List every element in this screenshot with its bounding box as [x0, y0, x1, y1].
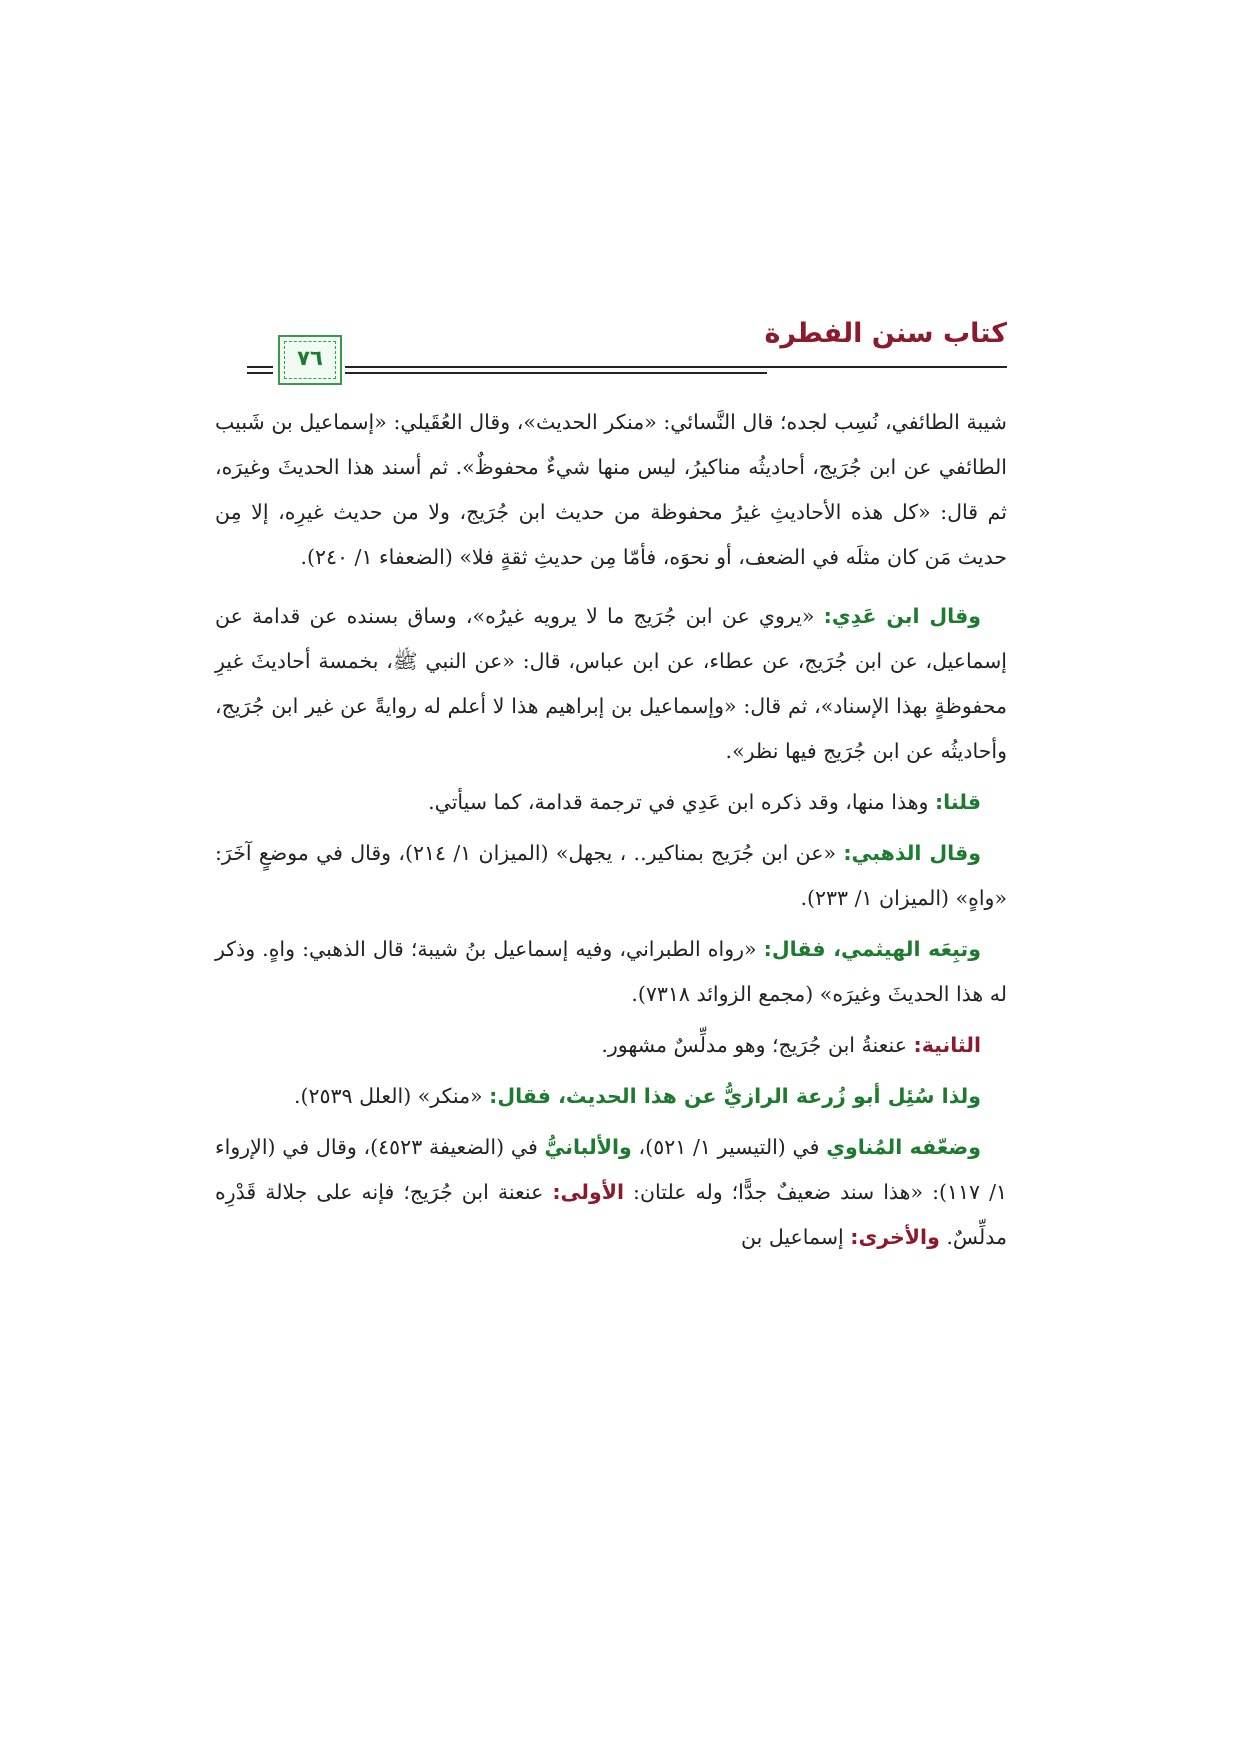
paragraph-text: وهذا منها، وقد ذكره ابن عَدِي في ترجمة قدامة، كما سيأتي.: [428, 790, 935, 814]
paragraph-text: «منكر» (العلل ٢٥٣٩).: [293, 1084, 490, 1108]
paragraph-text: «يروي عن ابن جُرَيج ما لا يرويه غيرُه»، وساق بسنده عن قدامة عن إسماعيل، عن ابن جُرَيج، عن عطاء، عن ابن عباس، قال: «عن النبي ﷺ، بخمسة أحاديثَ غيرِ محفوظةٍ بهذا الإسناد»، ثم قال: «وإسماعيل بن إبراهيم هذا لا أعلم له روايةً عن غير ابن جُرَيج، وأحاديثُه عن ابن جُرَيج فيها نظر».: [215, 604, 1007, 763]
book-title: كتاب سنن الفطرة: [764, 318, 1007, 349]
paragraph-lead-2: والألبانيُّ: [544, 1135, 632, 1159]
paragraph-5: [215, 927, 1007, 1017]
paragraph-text: عنعنةُ ابن جُرَيج؛ وهو مدلِّسٌ مشهور.: [601, 1033, 914, 1057]
paragraph-4: [215, 831, 1007, 921]
paragraph-lead: الثانية:: [913, 1033, 981, 1057]
paragraph-lead: وتبِعَه الهيثمي، فقال:: [763, 937, 981, 961]
paragraph-lead: وقال ابن عَدِي:: [823, 604, 981, 628]
paragraph-text: شيبة الطائفي، نُسِب لجده؛ قال النَّسائي: «منكر الحديث»، وقال العُقَيلي: «إسماعيل بن شَبيب الطائفي عن ابن جُرَيج، أحاديثُه مناكيرُ، ليس منها شيءٌ محفوظٌ». ثم أسند هذا الحديثَ وغيرَه، ثم قال: «كل هذه الأحاديثِ غيرُ محفوظة من حديث ابن جُرَيج، ولا من حديث غيرِه، إلا مِن حديث مَن كان مثلَه في الضعف، أو نحوَه، فأمّا مِن حديثِ ثقةٍ فلا» (الضعفاء ١/ ٢٤٠).: [215, 410, 1007, 569]
page-header: [247, 318, 1007, 388]
header-rule-long: [345, 366, 1007, 368]
paragraph-3: [215, 780, 1007, 825]
page-number-badge: [278, 335, 342, 385]
paragraph-8: [215, 1125, 1007, 1260]
main-text: [215, 400, 1007, 1260]
paragraph-lead: وقال الذهبي:: [843, 841, 981, 865]
first-cause-label: الأولى:: [552, 1180, 625, 1204]
paragraph-6: [215, 1023, 1007, 1068]
paragraph-7: [215, 1074, 1007, 1119]
paragraph-text-2: في (الضعيفة ٤٥٢٣)، وقال في (الإرواء ١/ ١١٧): «هذا سند ضعيفٌ جدًّا؛ وله علتان:: [215, 1135, 1007, 1204]
paragraph-text: «رواه الطبراني، وفيه إسماعيل بنُ شيبة؛ قال الذهبي: واهٍ. وذكر له هذا الحديثَ وغيرَه» (مجمع الزوائد ٧٣١٨).: [215, 937, 1007, 1006]
header-rule-lower: [345, 372, 767, 374]
header-rule-left-2: [247, 372, 273, 374]
paragraph-lead: ولذا سُئِل أبو زُرعة الرازيُّ عن هذا الحديث، فقال:: [489, 1084, 981, 1108]
paragraph-text: «عن ابن جُرَيج بمناكير.. ، يجهل» (الميزان ١/ ٢١٤)، وقال في موضعٍ آخَرَ: «واهٍ» (الميزان ١/ ٢٣٣).: [215, 841, 1007, 910]
paragraph-lead: قلنا:: [934, 790, 981, 814]
header-rule-left-1: [247, 366, 273, 368]
paragraph-1: [215, 400, 1007, 580]
paragraph-2: [215, 594, 1007, 774]
paragraph-lead: وضعّفه المُناوي: [826, 1135, 981, 1159]
page-number: ٧٦: [297, 346, 323, 370]
paragraph-text-4: إسماعيل بن: [741, 1225, 851, 1249]
second-cause-label: والأخرى:: [850, 1225, 940, 1249]
paragraph-text-3: عنعنة ابن جُرَيج؛ فإنه على جلالة قَدْرِه مدلِّسٌ.: [215, 1180, 1007, 1249]
paragraph-text: في (التيسير ١/ ٥٢١)،: [631, 1135, 827, 1159]
